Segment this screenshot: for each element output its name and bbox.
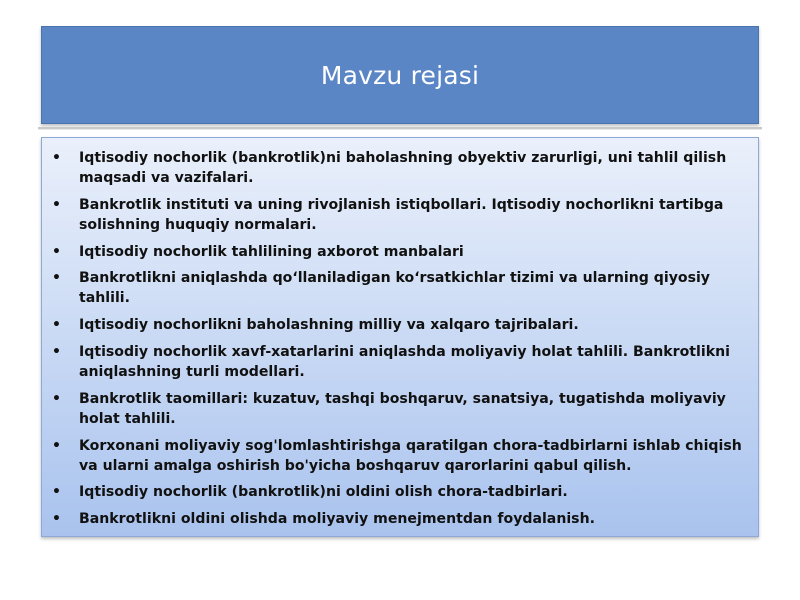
title-bar (41, 26, 759, 124)
bullet-item (52, 268, 748, 308)
bullet-icon: • (52, 343, 61, 360)
bullet-text: Iqtisodiy nochorlik (bankrotlik)ni baholashning obyektiv zarurligi, uni tahlil qilish maqsadi va vazifalari. (79, 150, 727, 186)
bullet-icon: • (52, 511, 61, 528)
bullet-item (52, 315, 748, 335)
bullet-text: Bankrotlik instituti va uning rivojlanish istiqbollari. Iqtisodiy nochorlikni tartibga solishning huquqiy normalari. (79, 196, 724, 233)
content-panel (41, 137, 759, 537)
bullet-icon: • (52, 270, 61, 287)
bullet-text: Bankrotlik taomillari: kuzatuv, tashqi boshqaruv, sanatsiya, tugatishda moliyaviy holat tahlili. (79, 390, 726, 427)
bullet-icon: • (52, 243, 61, 260)
bullet-text: Iqtisodiy nochorlik xavf-xatarlarini aniqlashda moliyaviy holat tahlili. Bankrotlikni aniqlashning turli modellari. (79, 343, 730, 380)
title-divider (38, 127, 762, 130)
bullet-icon: • (52, 317, 61, 334)
bullet-item (52, 148, 748, 188)
bullet-text: Iqtisodiy nochorlik (bankrotlik)ni oldini olish chora-tadbirlari. (79, 484, 568, 501)
bullet-text: Iqtisodiy nochorlik tahlilining axborot manbalari (79, 243, 464, 260)
bullet-item (52, 242, 748, 262)
bullet-icon: • (52, 196, 61, 213)
bullet-list (52, 148, 748, 529)
bullet-text: Bankrotlikni oldini olishda moliyaviy menejmentdan foydalanish. (79, 511, 595, 528)
bullet-text: Korxonani moliyaviy sog'lomlashtirishga qaratilgan chora-tadbirlarni ishlab chiqish va ularni amalga oshirish bo'yicha boshqaruv qarorlarini qabul qilish. (79, 437, 742, 474)
bullet-item (52, 342, 748, 382)
bullet-icon: • (52, 390, 61, 407)
bullet-item (52, 389, 748, 429)
bullet-icon: • (52, 484, 61, 501)
bullet-item (52, 482, 748, 502)
bullet-text: Iqtisodiy nochorlikni baholashning milliy va xalqaro tajribalari. (79, 317, 579, 334)
bullet-item (52, 509, 748, 529)
bullet-item (52, 436, 748, 476)
bullet-item (52, 195, 748, 235)
bullet-icon: • (52, 150, 61, 166)
slide-title: Mavzu rejasi (320, 60, 480, 90)
bullet-icon: • (52, 437, 61, 454)
bullet-text: Bankrotlikni aniqlashda qoʻllaniladigan koʻrsatkichlar tizimi va ularning qiyosiy tahlili. (79, 270, 710, 307)
